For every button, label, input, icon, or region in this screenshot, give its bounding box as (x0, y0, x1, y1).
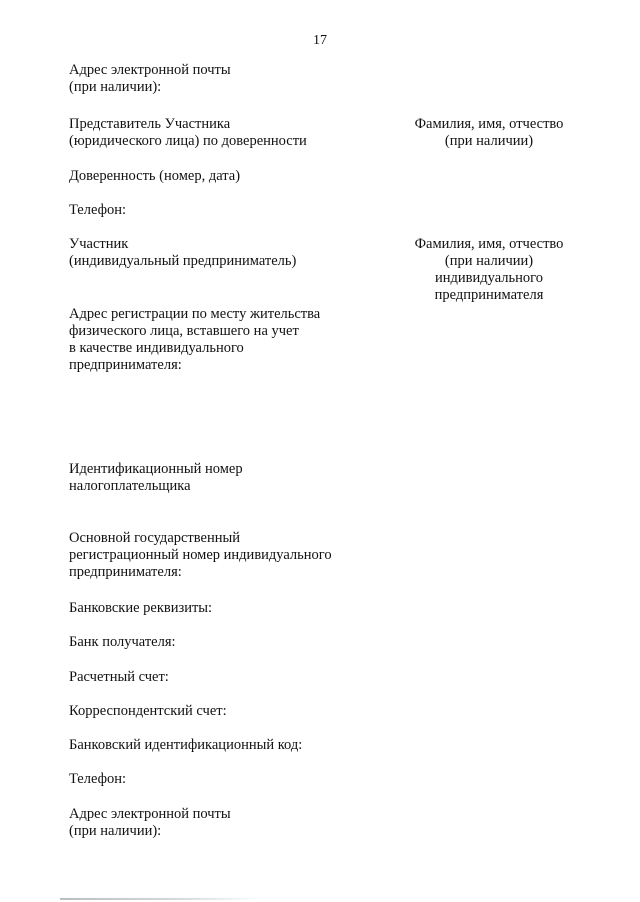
email-label: Адрес электронной почты (при наличии): (69, 62, 231, 95)
registration-address-label: Адрес регистрации по месту жительства физического лица, вставшего на учет в качестве индивидуального предпринимателя: (69, 306, 321, 373)
beneficiary-bank-label: Банк получателя: (69, 634, 176, 650)
representative-label: Представитель Участника (юридического лица) по доверенности (69, 116, 307, 149)
inn-label: Идентификационный номер налогоплательщика (69, 461, 243, 494)
phone-label: Телефон: (69, 202, 127, 218)
scan-edge-divider (60, 898, 260, 900)
current-account-label: Расчетный счет: (69, 669, 169, 685)
bank-details-label: Банковские реквизиты: (69, 600, 213, 616)
email-label-2: Адрес электронной почты (при наличии): (69, 806, 231, 839)
bic-label: Банковский идентификационный код: (69, 737, 303, 753)
participant-name-note: Фамилия, имя, отчество (при наличии) индивидуального предпринимателя (414, 236, 564, 303)
ogrnip-label: Основной государственный регистрационный номер индивидуального предпринимателя: (69, 530, 332, 580)
correspondent-account-label: Корреспондентский счет: (69, 703, 227, 719)
representative-name-note: Фамилия, имя, отчество (при наличии) (414, 116, 564, 149)
participant-label: Участник (индивидуальный предприниматель) (69, 236, 297, 269)
power-of-attorney-label: Доверенность (номер, дата) (69, 168, 241, 184)
page-number: 17 (313, 33, 327, 48)
phone-label-2: Телефон: (69, 771, 127, 787)
